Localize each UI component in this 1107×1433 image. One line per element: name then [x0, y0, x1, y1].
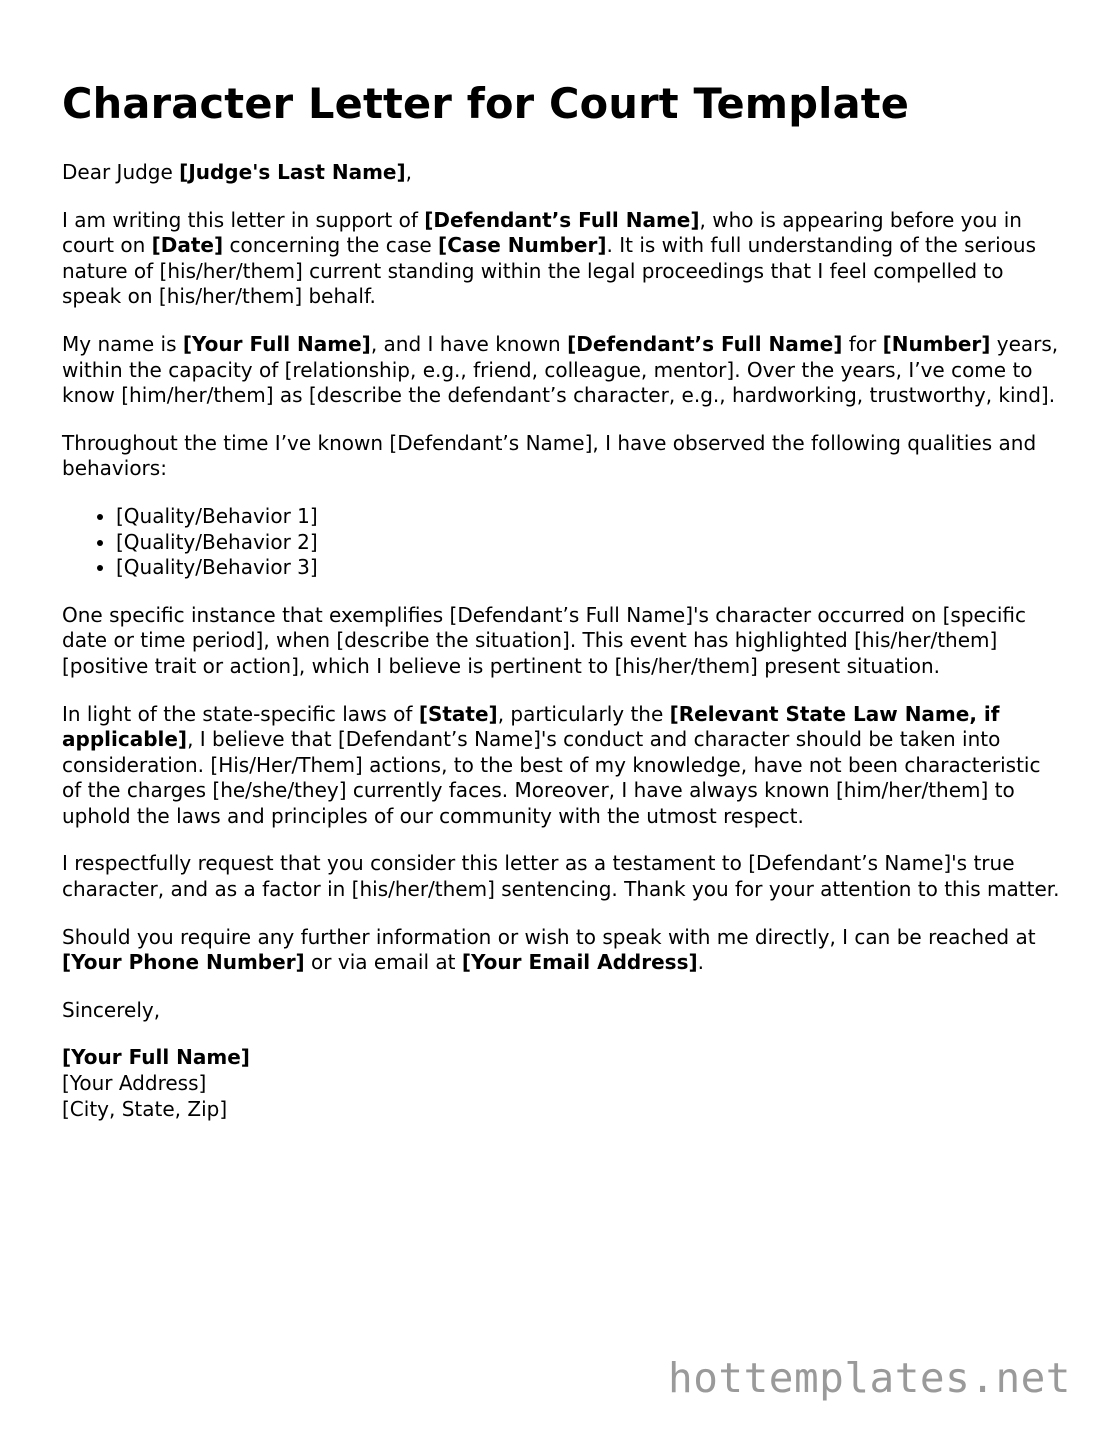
greeting: [62, 160, 1062, 186]
paragraph-instance: One specific instance that exemplifies [Defendant’s Full Name]'s character occurred on [specific date or time period], when [describe the situation]. This event has highlighted [his/her/them] [positive trait or action], which I believe is pertinent to [his/her/them] present situation.: [62, 602, 1026, 678]
list-item: • [Quality/Behavior 2]: [116, 530, 1062, 556]
paragraph-intro: [62, 208, 1062, 310]
date-placeholder: [Date]: [151, 233, 224, 258]
years-placeholder: [Number]: [882, 331, 991, 356]
text-segment: I am writing this letter in support of: [62, 207, 425, 232]
watermark: hottemplates.net: [668, 1354, 1071, 1402]
defendant-name-placeholder: [Defendant’s Full Name]: [567, 331, 843, 356]
page-title: Character Letter for Court Template: [62, 79, 910, 128]
text-segment: years, within the capacity of [relationship, e.g., friend, colleague, mentor]. Over the years, I’ve come to know [him/her/them] as [describe the defendant’s character, e.g., hardworking, trustworthy, kind].: [62, 331, 1059, 408]
text-segment: , and I have known: [370, 331, 568, 356]
text-segment: . It is with full understanding of the serious nature of [his/her/them] current standing within the legal proceedings that I feel compelled to speak on [his/her/them] behalf.: [62, 233, 1037, 309]
signature-city: [City, State, Zip]: [62, 1096, 228, 1121]
defendant-name-placeholder: [Defendant’s Full Name]: [424, 207, 700, 232]
your-name-placeholder: [Your Full Name]: [182, 331, 371, 356]
list-item: • [Quality/Behavior 1]: [116, 504, 1062, 530]
email-placeholder: [Your Email Address]: [461, 950, 698, 975]
signature-block: [62, 1045, 1062, 1122]
state-placeholder: [State]: [418, 701, 498, 726]
paragraph-relationship: [62, 332, 1062, 409]
greeting-suffix: ,: [405, 160, 412, 184]
text-segment: , particularly the: [497, 701, 670, 726]
case-number-placeholder: [Case Number]: [438, 233, 607, 258]
paragraph-request: I respectfully request that you consider this letter as a testament to [Defendant’s Name]'s true character, and as a factor in [his/her/them] sentencing. Thank you for your attention to this matter.: [62, 851, 1060, 902]
text-segment: , I believe that [Defendant’s Name]'s conduct and character should be taken into consideration. [His/Her/Them] actions, to the best of my knowledge, have not been characteristic of the charges [he/she/they] currently faces. Moreover, I have always known [him/her/them] to uphold the laws and principles of our community with the utmost respect.: [62, 727, 1041, 828]
text-segment: My name is: [62, 331, 183, 356]
text-segment: .: [697, 950, 704, 975]
closing: Sincerely,: [62, 997, 161, 1022]
paragraph-qualities-intro: Throughout the time I’ve known [Defendant’s Name], I have observed the following qualities and behaviors:: [62, 430, 1037, 481]
text-segment: In light of the state-specific laws of: [62, 701, 419, 726]
signature-name: [Your Full Name]: [62, 1045, 250, 1070]
qualities-list: [62, 504, 1062, 581]
paragraph-contact: [62, 925, 1062, 976]
text-segment: or via email at: [304, 950, 462, 975]
state-law-placeholder: [Relevant State Law Name, if applicable]: [62, 701, 1000, 752]
phone-placeholder: [Your Phone Number]: [62, 950, 305, 975]
text-segment: concerning the case: [223, 233, 439, 258]
greeting-prefix: Dear Judge: [62, 160, 180, 184]
paragraph-state-law: [62, 702, 1062, 830]
letter-document: [62, 76, 1062, 1122]
judge-name-placeholder: [Judge's Last Name]: [179, 160, 406, 184]
text-segment: for: [842, 331, 883, 356]
text-segment: Should you require any further information or wish to speak with me directly, I can be reached at: [62, 924, 1036, 949]
list-item: • [Quality/Behavior 3]: [116, 555, 1062, 581]
text-segment: , who is appearing before you in court on: [62, 207, 1022, 258]
signature-address: [Your Address]: [62, 1071, 207, 1096]
